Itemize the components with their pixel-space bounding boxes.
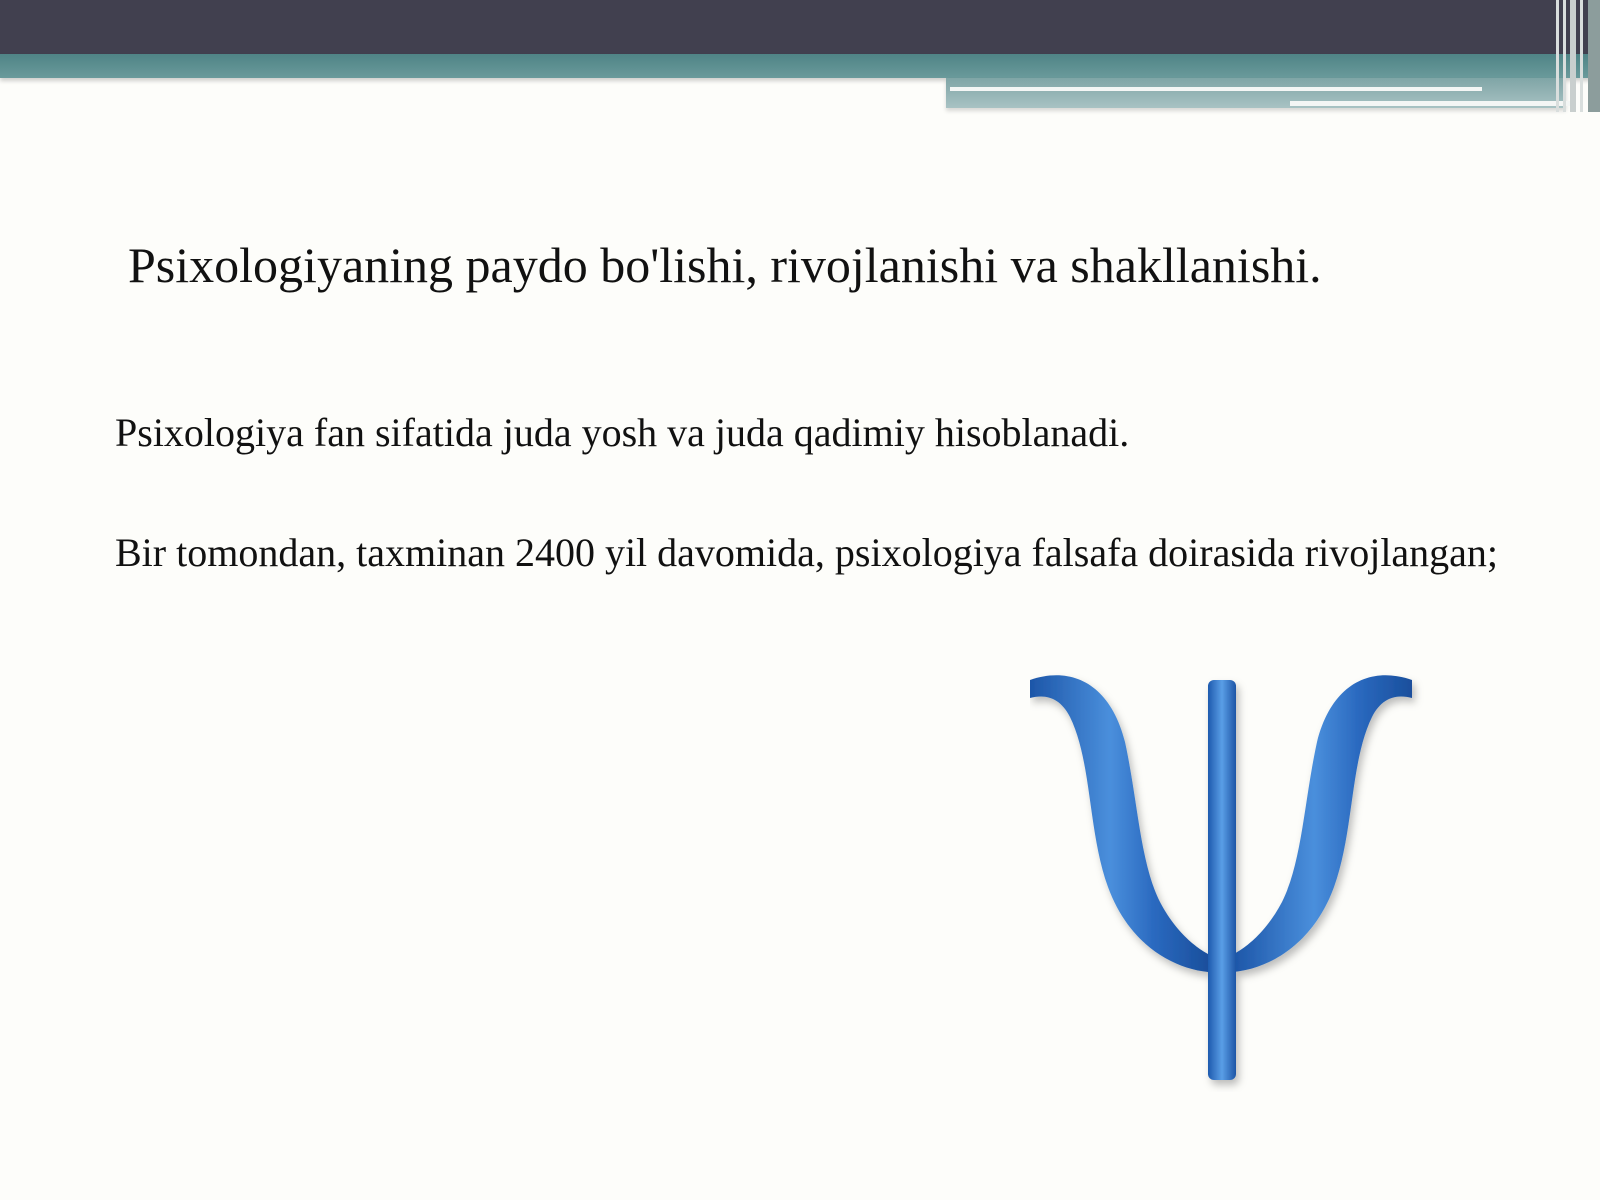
header-edge-stripe bbox=[1563, 0, 1566, 112]
body-paragraph: Psixologiya fan sifatida juda yosh va juda qadimiy hisoblanadi. bbox=[115, 410, 1130, 455]
header-edge-stripe bbox=[1580, 0, 1583, 112]
header-stripe bbox=[1290, 101, 1570, 106]
header-band-teal bbox=[0, 54, 1600, 78]
psi-symbol-icon bbox=[1030, 672, 1430, 1092]
header-edge-stripe bbox=[1556, 0, 1559, 112]
slide-title: Psixologiyaning paydo bo'lishi, rivojlanishi va shakllanishi. bbox=[128, 237, 1322, 293]
body-paragraph: Bir tomondan, taxminan 2400 yil davomida, psixologiya falsafa doirasida rivojlangan; bbox=[115, 530, 1499, 575]
header-edge-stripe bbox=[1588, 0, 1600, 112]
header-edge-stripe bbox=[1570, 0, 1576, 112]
header-stripe bbox=[950, 87, 1482, 91]
header-band-dark bbox=[0, 0, 1600, 54]
